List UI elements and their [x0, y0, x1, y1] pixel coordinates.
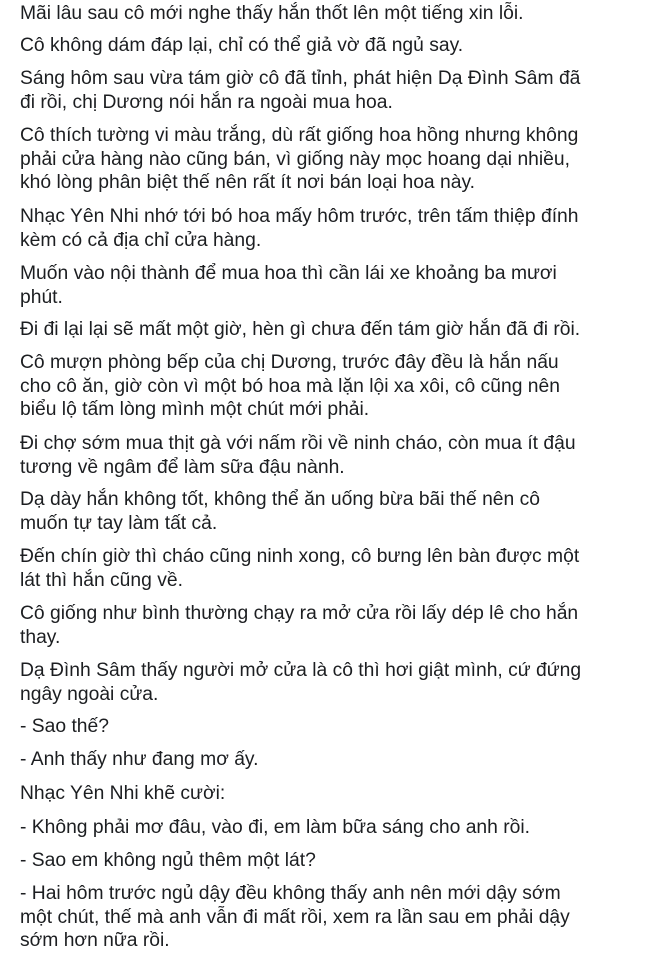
paragraph: Cô mượn phòng bếp của chị Dương, trước đây đều là hắn nấu cho cô ăn, giờ còn vì một bó hoa mà lặn lội xa xôi, cô cũng nên biểu lộ tấm lòng mình một chút mới phải.	[20, 352, 560, 420]
paragraph: Đi chợ sớm mua thịt gà với nấm rồi về ninh cháo, còn mua ít đậu tương về ngâm để làm sữa đậu nành.	[20, 433, 576, 478]
dialogue-line: - Anh thấy như đang mơ ấy.	[20, 749, 259, 770]
paragraph: Muốn vào nội thành để mua hoa thì cần lái xe khoảng ba mươi phút.	[20, 263, 557, 308]
paragraph: Cô không dám đáp lại, chỉ có thể giả vờ đã ngủ say.	[20, 35, 464, 56]
paragraph: Cô thích tường vi màu trắng, dù rất giống hoa hồng nhưng không phải cửa hàng nào cũng bán, vì giống này mọc hoang dại nhiều, khó lòng phân biệt thế nên rất ít nơi bán loại hoa này.	[20, 125, 579, 193]
paragraph: Đi đi lại lại sẽ mất một giờ, hèn gì chưa đến tám giờ hắn đã đi rồi.	[20, 319, 581, 340]
dialogue-line: - Sao thế?	[20, 716, 109, 737]
dialogue-line: - Sao em không ngủ thêm một lát?	[20, 850, 316, 871]
paragraph: Sáng hôm sau vừa tám giờ cô đã tỉnh, phát hiện Dạ Đình Sâm đã đi rồi, chị Dương nói hắn ra ngoài mua hoa.	[20, 68, 581, 113]
paragraph: Mãi lâu sau cô mới nghe thấy hắn thốt lên một tiếng xin lỗi.	[20, 3, 524, 24]
paragraph: Dạ Đình Sâm thấy người mở cửa là cô thì hơi giật mình, cứ đứng ngây ngoài cửa.	[20, 660, 582, 705]
paragraph: Cô giống như bình thường chạy ra mở cửa rồi lấy dép lê cho hắn thay.	[20, 603, 579, 648]
dialogue-line: - Hai hôm trước ngủ dậy đều không thấy anh nên mới dậy sớm một chút, thế mà anh vẫn đi mất rồi, xem ra lần sau em phải dậy sớm hơn nữa rồi.	[20, 883, 570, 951]
paragraph: Dạ dày hắn không tốt, không thể ăn uống bừa bãi thế nên cô muốn tự tay làm tất cả.	[20, 489, 540, 534]
dialogue-line: - Không phải mơ đâu, vào đi, em làm bữa sáng cho anh rồi.	[20, 817, 531, 838]
paragraph: Nhạc Yên Nhi nhớ tới bó hoa mấy hôm trước, trên tấm thiệp đính kèm có cả địa chỉ cửa hàng.	[20, 206, 579, 251]
paragraph: Nhạc Yên Nhi khẽ cười:	[20, 783, 226, 804]
paragraph: Đến chín giờ thì cháo cũng ninh xong, cô bưng lên bàn được một lát thì hắn cũng về.	[20, 546, 580, 591]
